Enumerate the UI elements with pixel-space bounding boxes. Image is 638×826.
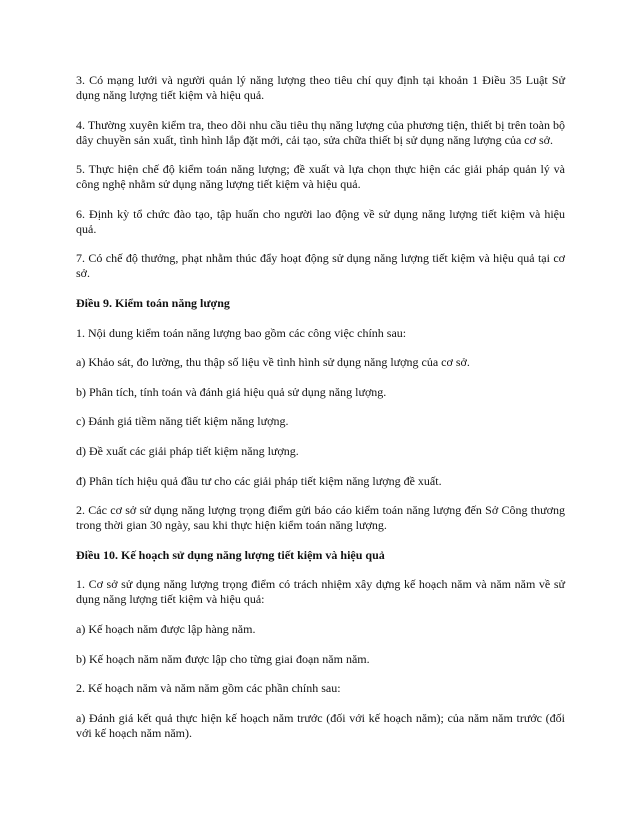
paragraph-item-3: 3. Có mạng lưới và người quản lý năng lượng theo tiêu chí quy định tại khoản 1 Điều 35 Luật Sử dụng năng lượng tiết kiệm và hiệu quả.	[76, 73, 565, 102]
paragraph-item-7: 7. Có chế độ thưởng, phạt nhằm thúc đẩy hoạt động sử dụng năng lượng tiết kiệm và hiệu quả tại cơ sở.	[76, 251, 565, 281]
article-10-clause-2-point-a: a) Đánh giá kết quả thực hiện kế hoạch năm trước (đối với kế hoạch năm); của năm năm trước (đối với kế hoạch năm năm).	[76, 710, 565, 740]
article-10-clause-1: 1. Cơ sở sử dụng năng lượng trọng điểm có trách nhiệm xây dựng kế hoạch năm và năm năm về sử dụng năng lượng tiết kiệm và hiệu quả:	[76, 577, 565, 607]
document-page	[76, 73, 565, 755]
article-9-clause-1: 1. Nội dung kiểm toán năng lượng bao gồm các công việc chính sau:	[76, 325, 407, 340]
article-9-point-b: b) Phân tích, tính toán và đánh giá hiệu quả sử dụng năng lượng.	[76, 384, 387, 399]
article-9-point-dd: đ) Phân tích hiệu quả đầu tư cho các giải pháp tiết kiệm năng lượng đề xuất.	[76, 473, 442, 488]
article-9-point-a: a) Khảo sát, đo lường, thu thập số liệu về tình hình sử dụng năng lượng của cơ sở.	[76, 355, 470, 370]
article-9-point-d: d) Đề xuất các giải pháp tiết kiệm năng lượng.	[76, 443, 299, 458]
paragraph-item-5: 5. Thực hiện chế độ kiểm toán năng lượng; đề xuất và lựa chọn thực hiện các giải pháp quản lý và công nghệ nhằm sử dụng năng lượng tiết kiệm và hiệu quả.	[76, 162, 565, 192]
article-9-clause-2: 2. Các cơ sở sử dụng năng lượng trọng điểm gửi báo cáo kiểm toán năng lượng đến Sở Công thương trong thời gian 30 ngày, sau khi thực hiện kiểm toán năng lượng.	[76, 503, 565, 533]
article-9-heading: Điều 9. Kiểm toán năng lượng	[76, 295, 230, 310]
article-10-point-b: b) Kế hoạch năm năm được lập cho từng giai đoạn năm năm.	[76, 651, 370, 666]
article-9-point-c: c) Đánh giá tiềm năng tiết kiệm năng lượng.	[76, 414, 289, 429]
article-10-point-a: a) Kế hoạch năm được lập hàng năm.	[76, 621, 256, 636]
paragraph-item-4: 4. Thường xuyên kiểm tra, theo dõi nhu cầu tiêu thụ năng lượng của phương tiện, thiết bị trên toàn bộ dây chuyền sản xuất, tình hình lắp đặt mới, cải tạo, sửa chữa thiết bị sử dụng năng lượng của cơ sở.	[76, 117, 565, 147]
paragraph-item-6: 6. Định kỳ tổ chức đào tạo, tập huấn cho người lao động về sử dụng năng lượng tiết kiệm và hiệu quả.	[76, 206, 565, 236]
article-10-clause-2: 2. Kế hoạch năm và năm năm gồm các phần chính sau:	[76, 681, 341, 696]
article-10-heading: Điều 10. Kế hoạch sử dụng năng lượng tiết kiệm và hiệu quả	[76, 547, 385, 562]
